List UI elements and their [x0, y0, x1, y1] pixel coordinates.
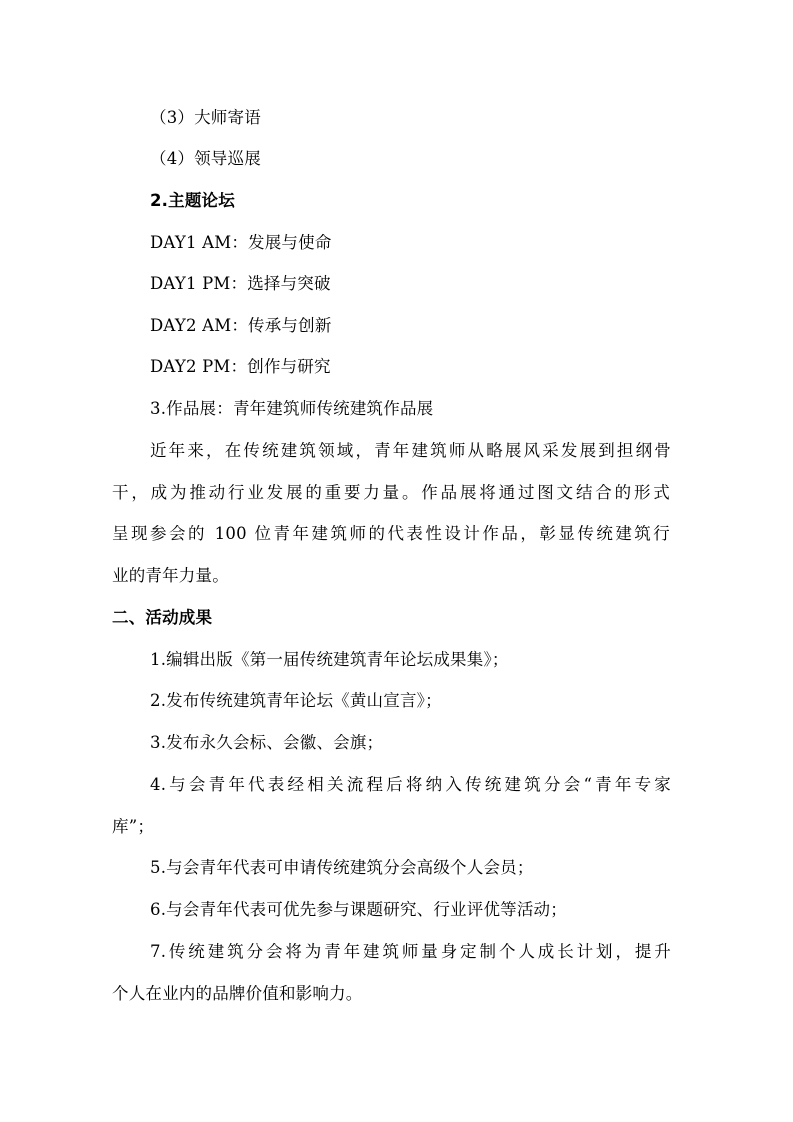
- paragraph-line: 呈现参会的 100 位青年建筑师的代表性设计作品，彰显传统建筑行: [112, 524, 670, 543]
- result-item-7-line-2: 个人在业内的品牌价值和影响力。: [112, 984, 363, 1003]
- forum-session: DAY1 AM：发展与使命: [150, 233, 332, 252]
- result-item-3: 3.发布永久会标、会徽、会旗；: [150, 733, 384, 752]
- forum-session: DAY2 AM：传承与创新: [150, 316, 332, 335]
- result-item-5: 5.与会青年代表可申请传统建筑分会高级个人会员；: [150, 858, 534, 877]
- forum-session: DAY2 PM：创作与研究: [150, 357, 331, 376]
- result-item-2: 2.发布传统建筑青年论坛《黄山宣言》；: [150, 691, 442, 710]
- section-heading-results: 二、活动成果: [112, 608, 213, 627]
- paragraph-line: 干，成为推动行业发展的重要力量。作品展将通过图文结合的形式: [112, 483, 670, 502]
- list-item-4: （4）领导巡展: [150, 149, 261, 168]
- forum-session: DAY1 PM：选择与突破: [150, 274, 331, 293]
- paragraph-line: 近年来，在传统建筑领域，青年建筑师从略展风采发展到担纲骨: [150, 441, 671, 460]
- result-item-1: 1.编辑出版《第一届传统建筑青年论坛成果集》；: [150, 650, 509, 669]
- section-heading-exhibition: 3.作品展：青年建筑师传统建筑作品展: [150, 399, 434, 418]
- result-item-7-line-1: 7.传统建筑分会将为青年建筑师量身定制个人成长计划，提升: [150, 942, 671, 961]
- result-item-4-line-2: 库”；: [112, 817, 155, 836]
- section-heading-forum: 2.主题论坛: [150, 191, 235, 210]
- paragraph-line: 业的青年力量。: [112, 566, 229, 585]
- list-item-3: （3）大师寄语: [150, 108, 261, 127]
- result-item-4-line-1: 4.与会青年代表经相关流程后将纳入传统建筑分会“青年专家: [150, 775, 671, 794]
- result-item-6: 6.与会青年代表可优先参与课题研究、行业评优等活动；: [150, 900, 567, 919]
